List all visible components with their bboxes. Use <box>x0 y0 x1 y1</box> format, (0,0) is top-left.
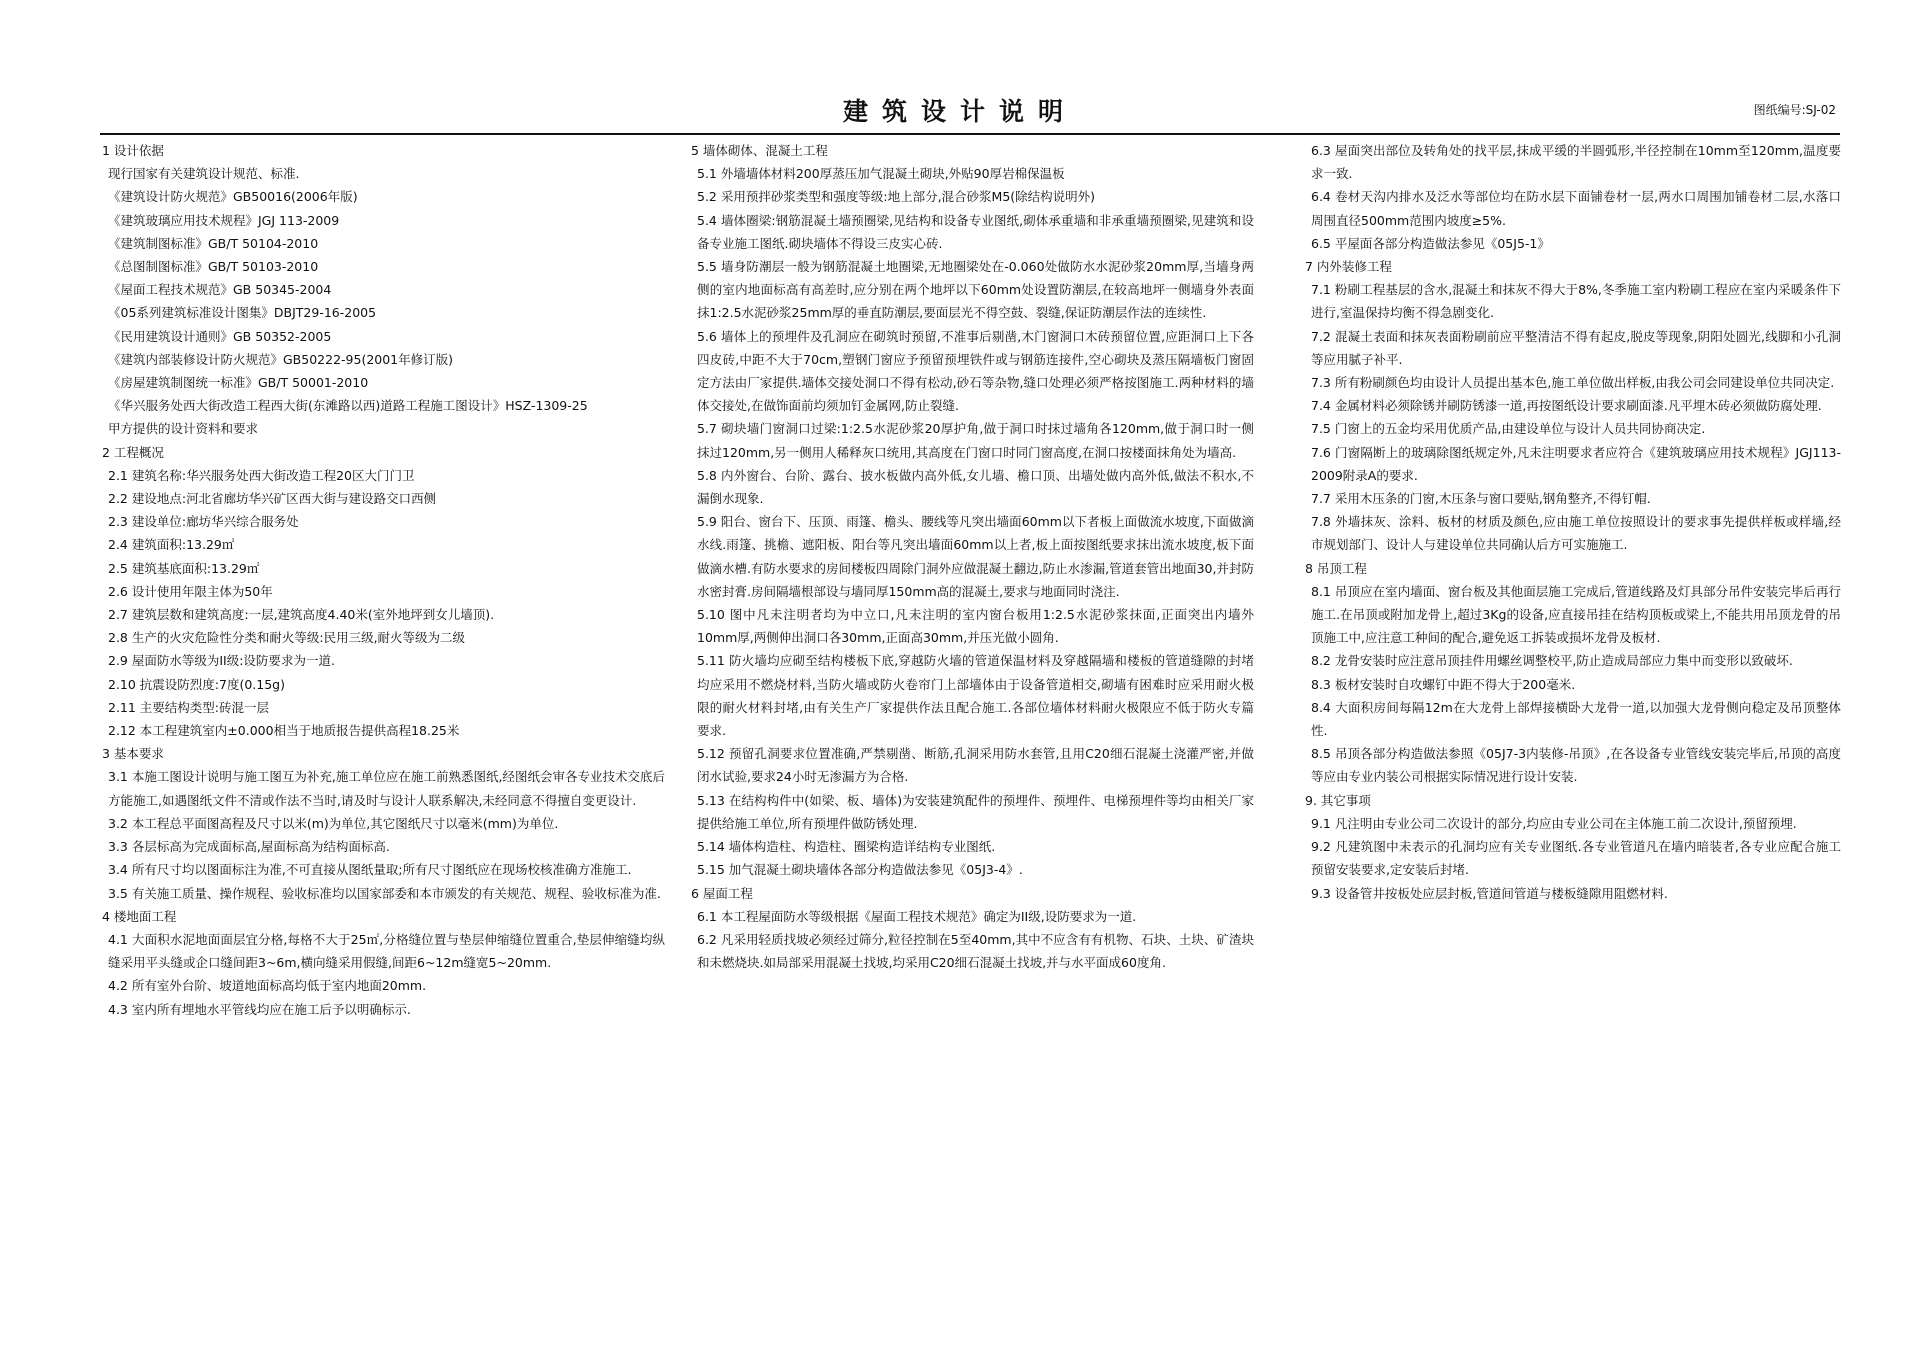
clause: 7.4 金属材料必须除锈并刷防锈漆一道,再按图纸设计要求刷面漆.凡平埋木砖必须做防腐处理. <box>1311 398 1822 414</box>
clause: 7.3 所有粉刷颜色均由设计人员提出基本色,施工单位做出样板,由我公司会同建设单位共同决定. <box>1311 375 1835 391</box>
clause: 8.1 吊顶应在室内墙面、窗台板及其他面层施工完成后,管道线路及灯具部分吊件安装完毕后再行施工.在吊顶或附加龙骨上,超过3Kg的设备,应直接吊挂在结构顶板或梁上,不能共用吊顶龙骨的吊顶施工中,应注意工种间的配合,避免返工拆装或损坏龙骨及板材. <box>1311 583 1841 646</box>
standard-item: 《总图制图标准》GB/T 50103-2010 <box>108 259 319 275</box>
clause: 4.2 所有室外台阶、坡道地面标高均低于室内地面20mm. <box>108 978 427 994</box>
column-2 <box>691 139 1254 974</box>
clause: 7.7 采用木压条的门窗,木压条与窗口要贴,钢角整齐,不得钉帽. <box>1311 491 1651 507</box>
standard-item: 《屋面工程技术规范》GB 50345-2004 <box>108 282 332 298</box>
clause: 8.3 板材安装时自攻螺钉中距不得大于200毫米. <box>1311 676 1576 692</box>
clause: 2.5 建筑基底面积:13.29㎡ <box>108 560 260 576</box>
section-heading: 8 吊顶工程 <box>1305 560 1367 576</box>
clause: 5.15 加气混凝土砌块墙体各部分构造做法参见《05J3-4》. <box>697 862 1023 878</box>
standard-item: 《华兴服务处西大街改造工程西大街(东滩路以西)道路工程施工图设计》HSZ-1309-25 <box>108 398 588 414</box>
standard-item: 《民用建筑设计通则》GB 50352-2005 <box>108 328 332 344</box>
clause: 6.1 本工程屋面防水等级根据《屋面工程技术规范》确定为II级,设防要求为一道. <box>697 908 1137 924</box>
paragraph: 甲方提供的设计资料和要求 <box>108 421 259 437</box>
clause: 4.3 室内所有埋地水平管线均应在施工后予以明确标示. <box>108 1001 411 1017</box>
clause: 9.1 凡注明由专业公司二次设计的部分,均应由专业公司在主体施工前二次设计,预留预埋. <box>1311 815 1797 831</box>
clause: 3.3 各层标高为完成面标高,屋面标高为结构面标高. <box>108 839 390 855</box>
clause: 3.5 有关施工质量、操作规程、验收标准均以国家部委和本市颁发的有关规范、规程、验收标准为准. <box>108 885 661 901</box>
clause: 2.4 建筑面积:13.29㎡ <box>108 537 235 553</box>
clause: 7.1 粉刷工程基层的含水,混凝土和抹灰不得大于8%,冬季施工室内粉刷工程应在室内采暖条件下进行,室温保持均衡不得急剧变化. <box>1311 282 1841 321</box>
title-divider <box>100 133 1840 135</box>
clause: 5.10 图中凡未注明者均为中立口,凡未注明的室内窗台板用1:2.5水泥砂浆抹面,正面突出内墙外10mm厚,两侧伸出洞口各30mm,正面高30mm,并压光做小圆角. <box>697 607 1254 646</box>
standard-item: 《房屋建筑制图统一标准》GB/T 50001-2010 <box>108 375 369 391</box>
clause: 5.12 预留孔洞要求位置准确,严禁剔凿、断筋,孔洞采用防水套管,且用C20细石混凝土浇灌严密,并做闭水试验,要求24小时无渗漏方为合格. <box>697 746 1254 785</box>
clause: 6.4 卷材天沟内排水及泛水等部位均在防水层下面铺卷材一层,两水口周围加铺卷材二层,水落口周围直径500mm范围内坡度≥5%. <box>1311 189 1841 228</box>
clause: 7.8 外墙抹灰、涂料、板材的材质及颜色,应由施工单位按照设计的要求事先提供样板或样墙,经市规划部门、设计人与建设单位共同确认后方可实施施工. <box>1311 514 1841 553</box>
clause: 4.1 大面积水泥地面面层宜分格,每格不大于25㎡,分格缝位置与垫层伸缩缝位置重合,垫层伸缩缝均纵缝采用平头缝或企口缝间距3~6m,横向缝采用假缝,间距6~12m缝宽5~20mm. <box>108 931 665 971</box>
section-heading: 3 基本要求 <box>102 746 164 762</box>
clause: 5.11 防火墙均应砌至结构楼板下底,穿越防火墙的管道保温材料及穿越隔墙和楼板的管道缝隙的封堵均应采用不燃烧材料,当防火墙或防火卷帘门上部墙体由于设备管道相交,砌墙有困难时应采用耐火极限的耐火材料封堵,由有关生产厂家提供作法且配合施工.各部位墙体材料耐火极限应不低于防火专篇要求. <box>697 653 1254 739</box>
clause: 9.3 设备管井按板处应层封板,管道间管道与楼板缝隙用阻燃材料. <box>1311 885 1668 901</box>
clause: 5.6 墙体上的预埋件及孔洞应在砌筑时预留,不准事后剔凿,木门窗洞口木砖预留位置,应距洞口上下各四皮砖,中距不大于70cm,塑钢门窗应予预留预埋铁件或与钢筋连接件,空心砌块及蒸压隔墙板门窗固定方法由厂家提供.墙体交接处洞口不得有松动,砂石等杂物,缝口处理必须严格按图施工.两种材料的墙体交接处,在做饰面前均须加钉金属网,防止裂缝. <box>697 328 1254 414</box>
clause: 2.10 抗震设防烈度:7度(0.15g) <box>108 676 285 692</box>
section-heading: 4 楼地面工程 <box>102 908 177 924</box>
clause: 5.4 墙体圈梁:钢筋混凝土墙预圈梁,见结构和设备专业图纸,砌体承重墙和非承重墙预圈梁,见建筑和设备专业施工图纸.砌块墙体不得设三皮实心砖. <box>697 212 1254 251</box>
clause: 5.2 采用预拌砂浆类型和强度等级:地上部分,混合砂浆M5(除结构说明外) <box>697 189 1096 205</box>
standard-item: 《建筑内部装修设计防火规范》GB50222-95(2001年修订版) <box>108 351 454 367</box>
clause: 6.3 屋面突出部位及转角处的找平层,抹成平缓的半圆弧形,半径控制在10mm至120mm,温度要求一致. <box>1311 143 1841 182</box>
section-heading: 1 设计依据 <box>102 143 164 158</box>
clause: 2.3 建设单位:廊坊华兴综合服务处 <box>108 514 299 530</box>
clause: 8.2 龙骨安装时应注意吊顶挂件用螺丝调整校平,防止造成局部应力集中而变形以致破坏. <box>1311 653 1793 669</box>
clause: 3.1 本施工图设计说明与施工图互为补充,施工单位应在施工前熟悉图纸,经图纸会审各专业技术交底后方能施工,如遇图纸文件不清或作法不当时,请及时与设计人联系解决,未经同意不得擅自变更设计. <box>108 769 665 808</box>
drawing-number: 图纸编号:SJ-02 <box>1753 103 1836 117</box>
clause: 7.2 混凝土表面和抹灰表面粉刷前应平整清洁不得有起皮,脱皮等现象,阴阳处圆光,线脚和小孔洞等应用腻子补平. <box>1311 328 1841 367</box>
clause: 2.12 本工程建筑室内±0.000相当于地质报告提供高程18.25米 <box>108 723 460 739</box>
section-heading: 5 墙体砌体、混凝土工程 <box>691 143 828 158</box>
clause: 5.13 在结构构件中(如梁、板、墙体)为安装建筑配件的预埋件、预埋件、电梯预埋件等均由相关厂家提供给施工单位,所有预埋件做防锈处理. <box>697 792 1254 831</box>
clause: 7.6 门窗隔断上的玻璃除图纸规定外,凡未注明要求者应符合《建筑玻璃应用技术规程》JGJ113-2009附录A的要求. <box>1311 444 1841 483</box>
clause: 5.7 砌块墙门窗洞口过梁:1:2.5水泥砂浆20厚护角,做于洞口时抹过墙角各120mm,做于洞口时一侧抹过120mm,另一侧用人稀释灰口统用,其高度在门窗口时同门窗高度,在洞口按楼面抹角处为墙高. <box>697 421 1254 460</box>
clause: 5.14 墙体构造柱、构造柱、圈梁构造详结构专业图纸. <box>697 839 996 855</box>
standard-item: 《05系列建筑标准设计图集》DBJT29-16-2005 <box>108 305 377 321</box>
section-heading: 6 屋面工程 <box>691 885 753 901</box>
standard-item: 《建筑设计防火规范》GB50016(2006年版) <box>108 189 358 205</box>
page-title: 建筑设计说明 <box>842 97 1077 126</box>
clause: 9.2 凡建筑图中未表示的孔洞均应有关专业图纸.各专业管道凡在墙内暗装者,各专业应配合施工预留安装要求,定安装后封堵. <box>1311 839 1841 878</box>
clause: 2.6 设计使用年限主体为50年 <box>108 583 273 599</box>
section-heading: 7 内外装修工程 <box>1305 259 1392 275</box>
clause: 2.11 主要结构类型:砖混一层 <box>108 699 270 715</box>
standard-item: 《建筑制图标准》GB/T 50104-2010 <box>108 235 319 251</box>
clause: 6.5 平屋面各部分构造做法参见《05J5-1》 <box>1311 235 1550 251</box>
clause: 2.7 建筑层数和建筑高度:一层,建筑高度4.40米(室外地坪到女儿墙顶). <box>108 607 495 623</box>
clause: 5.5 墙身防潮层一般为钢筋混凝土地圈梁,无地圈梁处在-0.060处做防水水泥砂浆20mm厚,当墙身两侧的室内地面标高有高差时,应分别在两个地坪以下60mm处设置防潮层,在较高地坪一侧墙身外表面抹1:2.5水泥砂浆25mm厚的垂直防潮层,要面层光不得空鼓、裂缝,保证防潮层作法的连续性. <box>697 259 1254 321</box>
column-1 <box>102 139 665 1021</box>
section-heading: 9. 其它事项 <box>1305 792 1371 808</box>
clause: 5.8 内外窗台、台阶、露台、披水板做内高外低,女儿墙、檐口顶、出墙处做内高外低,做法不积水,不漏倒水现象. <box>697 467 1254 507</box>
clause: 6.2 凡采用轻质找坡必须经过筛分,粒径控制在5至40mm,其中不应含有有机物、石块、土块、矿渣块和未燃烧块.如局部采用混凝土找坡,均采用C20细石混凝土找坡,并与水平面成60度角. <box>697 931 1254 971</box>
column-3 <box>1305 139 1841 905</box>
clause: 5.9 阳台、窗台下、压顶、雨篷、檐头、腰线等凡突出墙面60mm以下者板上面做流水坡度,下面做滴水线.雨篷、挑檐、遮阳板、阳台等凡突出墙面60mm以上者,板上面按图纸要求抹出流水坡度,板下面做滴水槽.有防水要求的房间楼板四周除门洞外应做混凝土翻边,防止水渗漏,管道套管出地面30,并封防水密封膏.房间隔墙根部设与墙同厚150mm高的混凝土,要求与地面同时浇注. <box>697 514 1254 599</box>
clause: 2.9 屋面防水等级为II级:设防要求为一道. <box>108 653 335 669</box>
clause: 2.2 建设地点:河北省廊坊华兴矿区西大街与建设路交口西侧 <box>108 491 437 507</box>
clause: 2.8 生产的火灾危险性分类和耐火等级:民用三级,耐火等级为二级 <box>108 630 466 646</box>
clause: 8.4 大面积房间每隔12m在大龙骨上部焊接横卧大龙骨一道,以加强大龙骨侧向稳定及吊顶整体性. <box>1311 699 1841 739</box>
paragraph: 现行国家有关建筑设计规范、标准. <box>108 166 300 182</box>
clause: 5.1 外墙墙体材料200厚蒸压加气混凝土砌块,外贴90厚岩棉保温板 <box>697 166 1065 182</box>
clause: 7.5 门窗上的五金均采用优质产品,由建设单位与设计人员共同协商决定. <box>1311 421 1706 437</box>
clause: 2.1 建筑名称:华兴服务处西大街改造工程20区大门门卫 <box>108 467 415 483</box>
standard-item: 《建筑玻璃应用技术规程》JGJ 113-2009 <box>108 212 340 228</box>
section-heading: 2 工程概况 <box>102 444 164 460</box>
clause: 8.5 吊顶各部分构造做法参照《05J7-3内装修-吊顶》,在各设备专业管线安装完毕后,吊顶的高度等应由专业内装公司根据实际情况进行设计安装. <box>1311 746 1841 785</box>
clause: 3.2 本工程总平面图高程及尺寸以米(m)为单位,其它图纸尺寸以毫米(mm)为单位. <box>108 815 559 831</box>
clause: 3.4 所有尺寸均以图面标注为准,不可直接从图纸量取;所有尺寸图纸应在现场校核准确方准施工. <box>108 862 632 878</box>
